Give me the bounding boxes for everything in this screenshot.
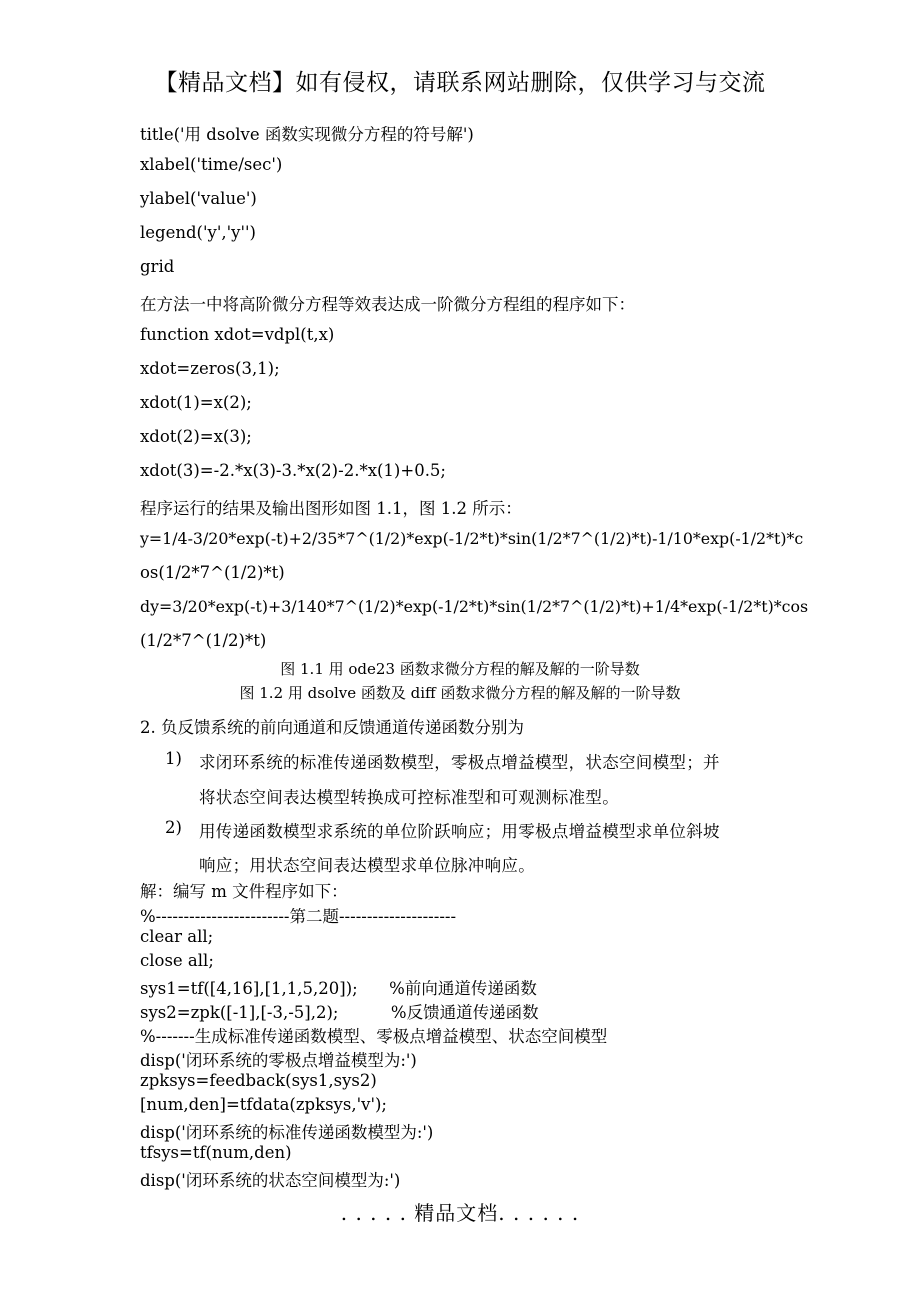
text-line: function xdot=vdpl(t,x) [140, 325, 335, 344]
list-item-text: 响应；用状态空间表达模型求单位脉冲响应。 [199, 856, 535, 875]
code-line: tfsys=tf(num,den) [140, 1143, 292, 1162]
text-line: 在方法一中将高阶微分方程等效表达成一阶微分方程组的程序如下： [140, 295, 635, 314]
list-item-text: 求闭环系统的标准传递函数模型，零极点增益模型，状态空间模型；并 [199, 753, 720, 772]
text-line: title('用 dsolve 函数实现微分方程的符号解') [140, 125, 474, 144]
list-item-number: 1) [165, 749, 182, 768]
solution-label: 解：编写 m 文件程序如下： [140, 882, 348, 901]
problem-statement: 2. 负反馈系统的前向通道和反馈通道传递函数分别为 [140, 718, 524, 737]
code-line: sys2=zpk([-1],[-3,-5],2); %反馈通道传递函数 [140, 1003, 539, 1022]
text-line: xdot(3)=-2.*x(3)-3.*x(2)-2.*x(1)+0.5; [140, 461, 446, 480]
code-line: disp('闭环系统的状态空间模型为:') [140, 1171, 401, 1190]
code-line: clear all; [140, 927, 214, 946]
code-line: %------------------------第二题--------------------- [140, 907, 457, 926]
code-line: disp('闭环系统的零极点增益模型为:') [140, 1051, 417, 1070]
code-line: disp('闭环系统的标准传递函数模型为:') [140, 1123, 434, 1142]
list-item-number: 2) [165, 818, 182, 837]
text-line: grid [140, 257, 175, 276]
code-line: [num,den]=tfdata(zpksys,'v'); [140, 1095, 387, 1114]
list-item-text: 将状态空间表达模型转换成可控标准型和可观测标准型。 [199, 788, 619, 807]
page-footer: . . . . . 精品文档. . . . . . [340, 1201, 580, 1225]
code-line: close all; [140, 951, 214, 970]
code-line: %-------生成标准传递函数模型、零极点增益模型、状态空间模型 [140, 1027, 608, 1046]
text-line: ylabel('value') [140, 189, 257, 208]
figure-caption: 图 1.2 用 dsolve 函数及 diff 函数求微分方程的解及解的一阶导数 [239, 684, 681, 702]
list-item-text: 用传递函数模型求系统的单位阶跃响应；用零极点增益模型求单位斜坡 [199, 822, 720, 841]
text-line: xdot(2)=x(3); [140, 427, 252, 446]
text-line: dy=3/20*exp(-t)+3/140*7^(1/2)*exp(-1/2*t)*sin(1/2*7^(1/2)*t)+1/4*exp(-1/2*t)*cos [140, 597, 809, 616]
text-line: xdot(1)=x(2); [140, 393, 252, 412]
text-line: (1/2*7^(1/2)*t) [140, 631, 267, 650]
text-line: legend('y','y'') [140, 223, 256, 242]
code-line: zpksys=feedback(sys1,sys2) [140, 1071, 377, 1090]
text-line: xlabel('time/sec') [140, 155, 283, 174]
code-line: sys1=tf([4,16],[1,1,5,20]); %前向通道传递函数 [140, 979, 537, 998]
text-line: 程序运行的结果及输出图形如图 1.1，图 1.2 所示： [140, 499, 522, 518]
page-header: 【精品文档】如有侵权，请联系网站删除，仅供学习与交流 [154, 70, 766, 96]
text-line: os(1/2*7^(1/2)*t) [140, 563, 285, 582]
text-line: xdot=zeros(3,1); [140, 359, 280, 378]
text-line: y=1/4-3/20*exp(-t)+2/35*7^(1/2)*exp(-1/2*t)*sin(1/2*7^(1/2)*t)-1/10*exp(-1/2*t)*c [140, 529, 804, 548]
figure-caption: 图 1.1 用 ode23 函数求微分方程的解及解的一阶导数 [280, 660, 640, 678]
